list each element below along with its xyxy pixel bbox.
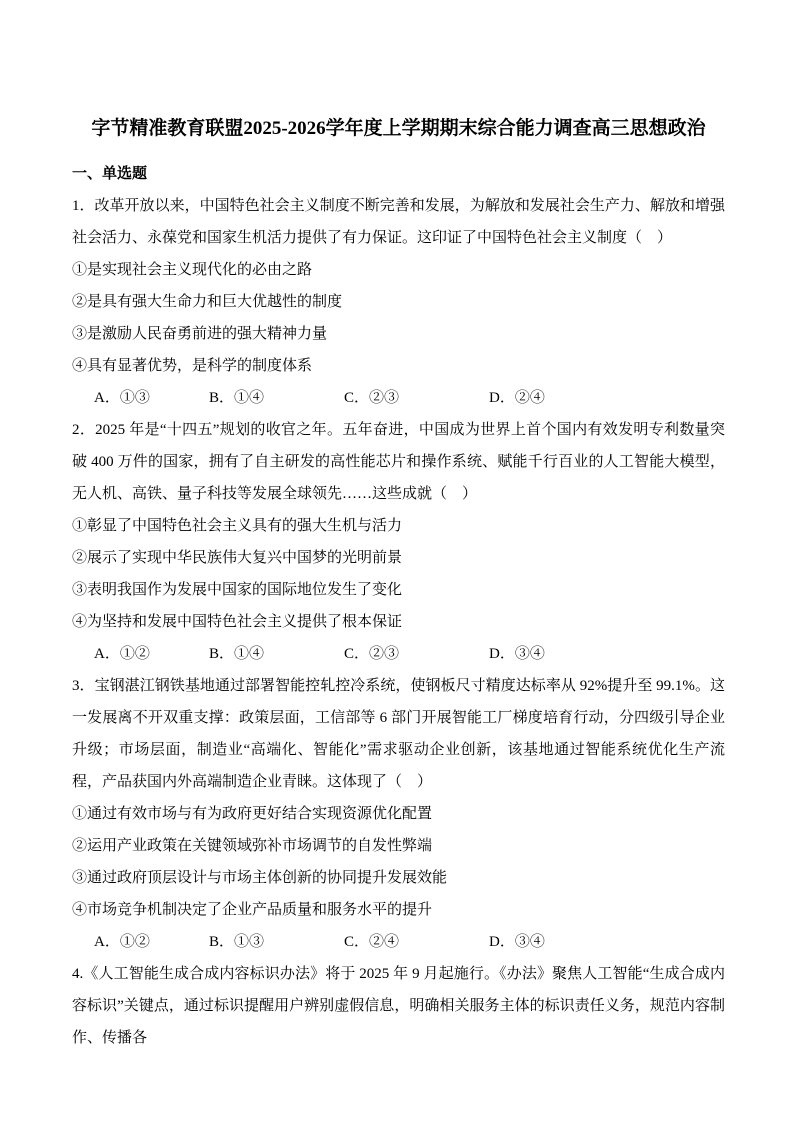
question-block — [72, 190, 725, 414]
question-option: ④具有显著优势，是科学的制度体系 — [72, 358, 313, 374]
choice-a: A．①② — [94, 646, 150, 662]
choice-c: C．②③ — [344, 390, 400, 406]
choice-b: B．①④ — [209, 390, 265, 406]
question-option: ④为坚持和发展中国特色社会主义提供了根本保证 — [72, 614, 403, 630]
question-option: ②是具有强大生命力和巨大优越性的制度 — [72, 294, 343, 310]
question-block — [72, 670, 725, 958]
question-option: ③是激励人民奋勇前进的强大精神力量 — [72, 326, 328, 342]
answer-choices-row — [72, 382, 725, 414]
question-option: ①是实现社会主义现代化的必由之路 — [72, 262, 313, 278]
question-stem: 1．改革开放以来，中国特色社会主义制度不断完善和发展，为解放和发展社会生产力、解放和增强社会活力、永葆党和国家生机活力提供了有力保证。这印证了中国特色社会主义制度（ ） — [72, 198, 725, 246]
choice-a: A．①③ — [94, 390, 150, 406]
choice-c: C．②④ — [344, 934, 400, 950]
question-option: ①彰显了中国特色社会主义具有的强大生机与活力 — [72, 518, 403, 534]
question-option: ②运用产业政策在关键领域弥补市场调节的自发性弊端 — [72, 838, 433, 854]
question-option: ④市场竞争机制决定了企业产品质量和服务水平的提升 — [72, 902, 433, 918]
choice-d: D．③④ — [489, 934, 545, 950]
choice-c: C．②③ — [344, 646, 400, 662]
answer-choices-row — [72, 926, 725, 958]
question-option: ②展示了实现中华民族伟大复兴中国梦的光明前景 — [72, 550, 403, 566]
question-stem: 2．2025 年是“十四五”规划的收官之年。五年奋进，中国成为世界上首个国内有效发明专利数量突破 400 万件的国家，拥有了自主研发的高性能芯片和操作系统、赋能千行百业的人工智能大模型，无人机、高铁、量子科技等发展全球领先……这些成就（ ） — [72, 422, 725, 502]
question-stem: 3．宝钢湛江钢铁基地通过部署智能控轧控冷系统，使钢板尺寸精度达标率从 92%提升至 99.1%。这一发展离不开双重支撑：政策层面，工信部等 6 部门开展智能工厂梯度培育行动，分四级引导企业升级；市场层面，制造业“高端化、智能化”需求驱动企业创新，该基地通过智能系统优化生产流程，产品获国内外高端制造企业青睐。这体现了（ ） — [72, 678, 725, 790]
question-option: ③通过政府顶层设计与市场主体创新的协同提升发展效能 — [72, 870, 448, 886]
question-block — [72, 958, 725, 1054]
choice-b: B．①④ — [209, 646, 265, 662]
question-option: ①通过有效市场与有为政府更好结合实现资源优化配置 — [72, 806, 433, 822]
section-heading: 一、单选题 — [72, 166, 148, 182]
answer-choices-row — [72, 638, 725, 670]
choice-b: B．①③ — [209, 934, 265, 950]
choice-d: D．②④ — [489, 390, 545, 406]
choice-a: A．①② — [94, 934, 150, 950]
document-title: 字节精准教育联盟2025-2026学年度上学期期末综合能力调查高三思想政治 — [91, 118, 706, 139]
question-stem: 4.《人工智能生成合成内容标识办法》将于 2025 年 9 月起施行。《办法》聚焦人工智能“生成合成内容标识”关键点，通过标识提醒用户辨别虚假信息，明确相关服务主体的标识责任义务，规范内容制作、传播各 — [72, 966, 725, 1046]
question-option: ③表明我国作为发展中国家的国际地位发生了变化 — [72, 582, 403, 598]
choice-d: D．③④ — [489, 646, 545, 662]
question-block — [72, 414, 725, 670]
